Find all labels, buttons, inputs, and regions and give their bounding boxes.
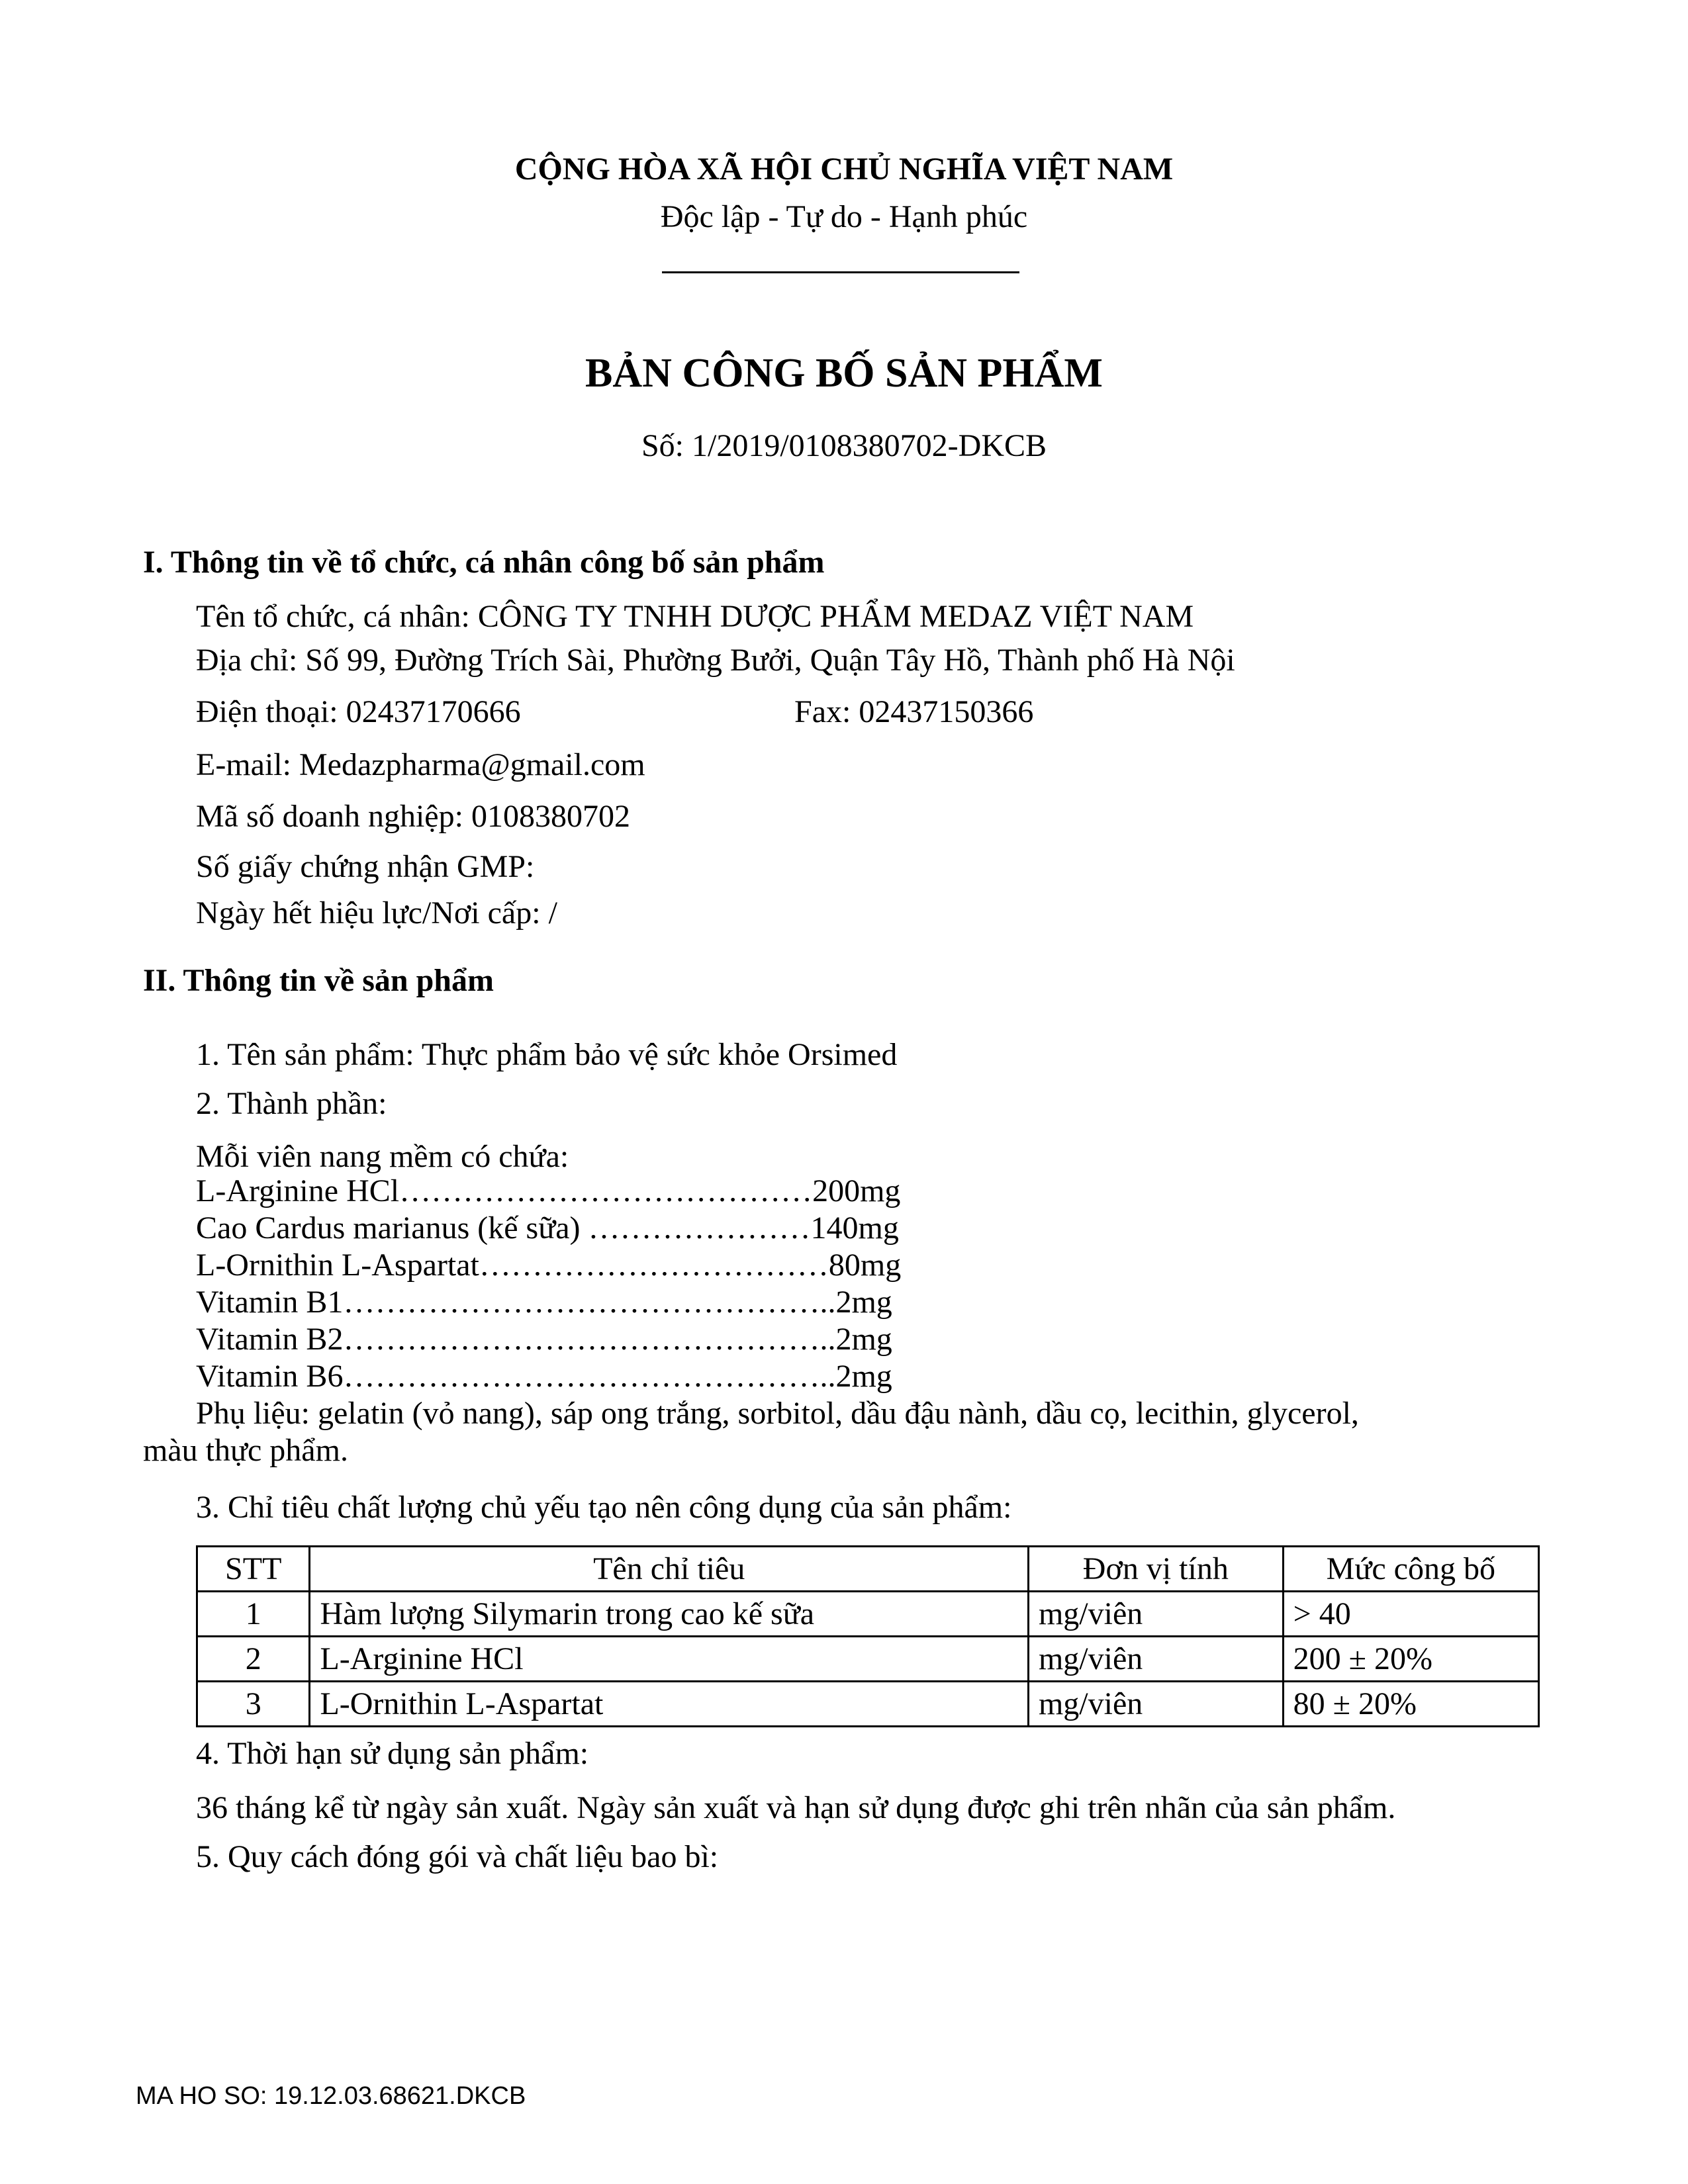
org-email: E-mail: Medazpharma@gmail.com	[196, 747, 645, 782]
ingredient-line: L-Arginine HCl…………………………………200mg	[196, 1173, 901, 1208]
org-fax: Fax: 02437150366	[794, 694, 1034, 729]
col-header-stt: STT	[197, 1547, 310, 1592]
shelf-life-label: 4. Thời hạn sử dụng sản phẩm:	[196, 1736, 589, 1771]
document-number: Số: 1/2019/0108380702-DKCB	[641, 428, 1047, 463]
expiry-issuer: Ngày hết hiệu lực/Nơi cấp: /	[196, 895, 557, 931]
country-name: CỘNG HÒA XÃ HỘI CHỦ NGHĨA VIỆT NAM	[514, 152, 1174, 187]
composition-label: 2. Thành phần:	[196, 1086, 387, 1121]
cell-indicator: L-Arginine HCl	[310, 1637, 1029, 1682]
col-header-declared-level: Mức công bố	[1283, 1547, 1538, 1592]
cell-indicator: Hàm lượng Silymarin trong cao kế sữa	[310, 1592, 1029, 1637]
table-row	[197, 1637, 1539, 1682]
cell-declared-level: > 40	[1283, 1592, 1538, 1637]
cell-declared-level: 200 ± 20%	[1283, 1637, 1538, 1682]
cell-stt: 2	[197, 1637, 310, 1682]
col-header-indicator: Tên chỉ tiêu	[310, 1547, 1029, 1592]
product-name: 1. Tên sản phẩm: Thực phẩm bảo vệ sức khỏe Orsimed	[196, 1037, 898, 1072]
shelf-life-text: 36 tháng kể từ ngày sản xuất. Ngày sản xuất và hạn sử dụng được ghi trên nhãn của sản phẩm.	[196, 1790, 1396, 1825]
org-phone: Điện thoại: 02437170666	[196, 694, 521, 729]
document-title: BẢN CÔNG BỐ SẢN PHẨM	[585, 351, 1103, 396]
per-capsule-label: Mỗi viên nang mềm có chứa:	[196, 1139, 569, 1174]
cell-stt: 3	[197, 1682, 310, 1727]
excipients-line-1: Phụ liệu: gelatin (vỏ nang), sáp ong trắng, sorbitol, dầu đậu nành, dầu cọ, lecithin, glycerol,	[196, 1396, 1359, 1431]
org-tax-code: Mã số doanh nghiệp: 0108380702	[196, 799, 630, 834]
quality-table	[196, 1545, 1540, 1727]
national-motto: Độc lập - Tự do - Hạnh phúc	[660, 199, 1028, 234]
ingredient-line: Vitamin B6………………………………………..2mg	[196, 1359, 892, 1394]
ingredient-line: Vitamin B2………………………………………..2mg	[196, 1322, 892, 1357]
cell-unit: mg/viên	[1028, 1637, 1283, 1682]
ingredient-line: Cao Cardus marianus (kế sữa) …………………140mg	[196, 1210, 899, 1246]
file-code: MA HO SO: 19.12.03.68621.DKCB	[136, 2082, 526, 2110]
cell-unit: mg/viên	[1028, 1592, 1283, 1637]
excipients-line-2: màu thực phẩm.	[143, 1433, 348, 1468]
gmp-certificate: Số giấy chứng nhận GMP:	[196, 849, 535, 884]
col-header-unit: Đơn vị tính	[1028, 1547, 1283, 1592]
cell-unit: mg/viên	[1028, 1682, 1283, 1727]
packaging-label: 5. Quy cách đóng gói và chất liệu bao bì:	[196, 1839, 719, 1874]
cell-declared-level: 80 ± 20%	[1283, 1682, 1538, 1727]
table-row	[197, 1592, 1539, 1637]
section-2-heading: II. Thông tin về sản phẩm	[143, 963, 494, 998]
ingredient-line: Vitamin B1………………………………………..2mg	[196, 1285, 892, 1320]
ingredient-line: L-Ornithin L-Aspartat……………………………80mg	[196, 1248, 902, 1283]
cell-stt: 1	[197, 1592, 310, 1637]
header-divider	[662, 271, 1019, 273]
org-address: Địa chỉ: Số 99, Đường Trích Sài, Phường Bưởi, Quận Tây Hồ, Thành phố Hà Nội	[196, 643, 1235, 678]
table-row	[197, 1682, 1539, 1727]
org-name: Tên tổ chức, cá nhân: CÔNG TY TNHH DƯỢC PHẨM MEDAZ VIỆT NAM	[196, 599, 1194, 634]
cell-indicator: L-Ornithin L-Aspartat	[310, 1682, 1029, 1727]
quality-indicators-label: 3. Chỉ tiêu chất lượng chủ yếu tạo nên công dụng của sản phẩm:	[196, 1490, 1012, 1525]
table-header-row	[197, 1547, 1539, 1592]
section-1-heading: I. Thông tin về tổ chức, cá nhân công bố sản phẩm	[143, 545, 825, 580]
